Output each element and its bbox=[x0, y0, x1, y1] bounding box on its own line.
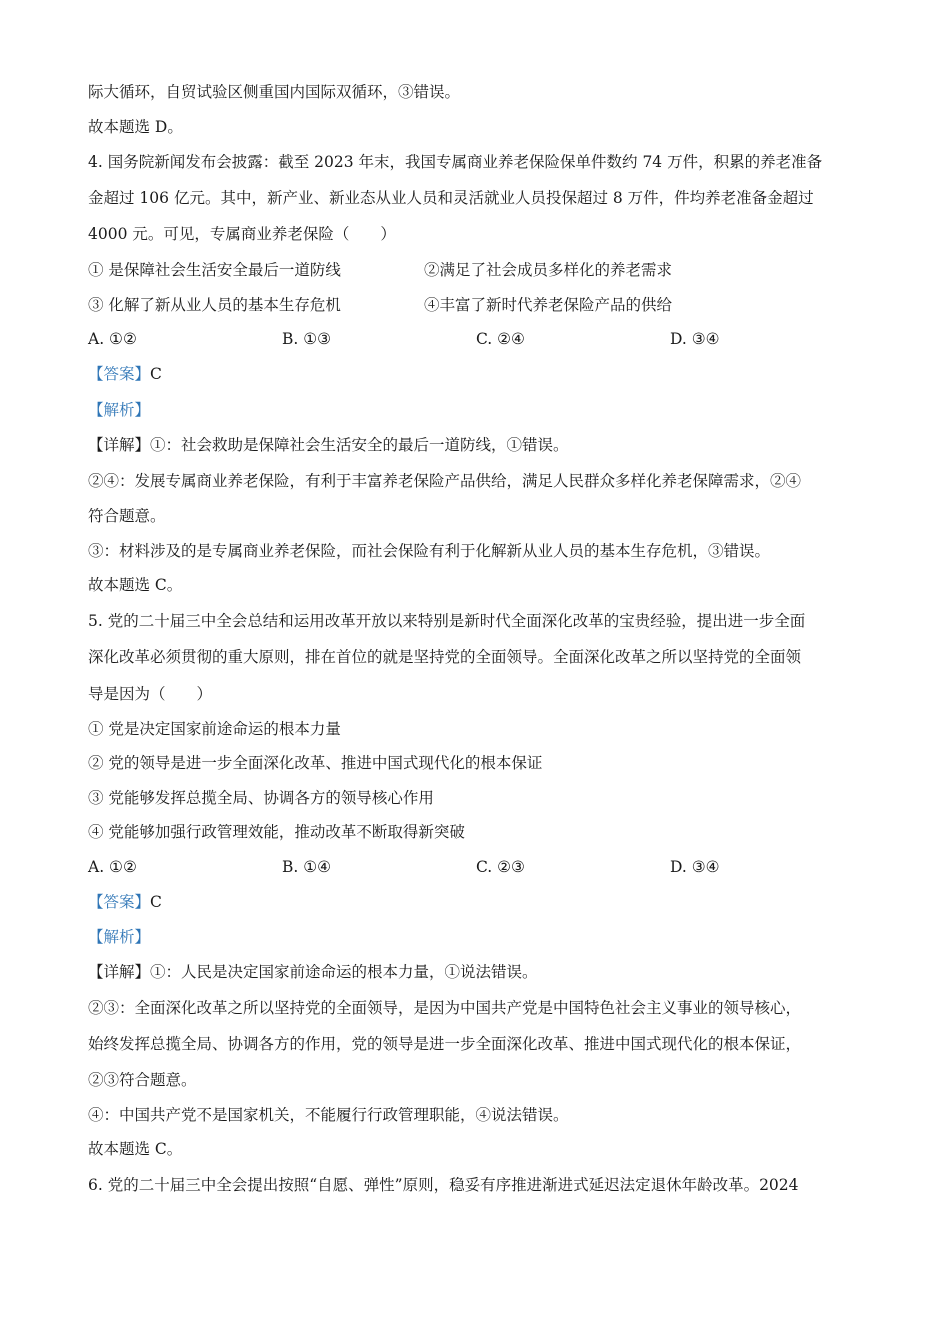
question-5-stem: 深化改革必须贯彻的重大原则，排在首位的就是坚持党的全面领导。全面深化改革之所以坚持党的全面领 bbox=[88, 648, 802, 666]
answer-label: 【答案】 bbox=[88, 365, 151, 383]
statement-1: ① 是保障社会生活安全最后一道防线 bbox=[88, 261, 341, 279]
text-line: 始终发挥总揽全局、协调各方的作用，党的领导是进一步全面深化改革、推进中国式现代化的根本保证， bbox=[88, 1035, 802, 1053]
option-c: C. ②④ bbox=[476, 330, 525, 348]
detail-text: ①：社会救助是保障社会生活安全的最后一道防线，①错误。 bbox=[150, 436, 569, 454]
text-line: 故本题选 C。 bbox=[88, 576, 183, 594]
analysis-label: 【解析】 bbox=[88, 928, 151, 946]
statement-3: ③ 化解了新从业人员的基本生存危机 bbox=[88, 296, 341, 314]
text-line: ②④：发展专属商业养老保险，有利于丰富养老保险产品供给，满足人民群众多样化养老保障需求，②④ bbox=[88, 472, 802, 490]
text-line: 故本题选 D。 bbox=[88, 118, 183, 136]
statement-1: ① 党是决定国家前途命运的根本力量 bbox=[88, 720, 341, 738]
question-6-stem: 6. 党的二十届三中全会提出按照“自愿、弹性”原则，稳妥有序推进渐进式延迟法定退休年龄改革。2024 bbox=[88, 1176, 799, 1194]
detail-text: ①：人民是决定国家前途命运的根本力量，①说法错误。 bbox=[150, 963, 538, 981]
detail-line bbox=[88, 434, 868, 456]
option-a: A. ①② bbox=[88, 858, 137, 876]
question-4-stem: 金超过 106 亿元。其中，新产业、新业态从业人员和灵活就业人员投保超过 8 万件，件均养老准备金超过 bbox=[88, 189, 814, 207]
statement-2: ②满足了社会成员多样化的养老需求 bbox=[424, 261, 673, 279]
answer-line bbox=[88, 363, 868, 385]
question-4-stem: 4000 元。可见，专属商业养老保险（ ） bbox=[88, 225, 396, 243]
text-line: 故本题选 C。 bbox=[88, 1140, 183, 1158]
statement-2: ② 党的领导是进一步全面深化改革、推进中国式现代化的根本保证 bbox=[88, 754, 543, 772]
option-d: D. ③④ bbox=[670, 330, 720, 348]
answer-line bbox=[88, 891, 868, 913]
option-c: C. ②③ bbox=[476, 858, 525, 876]
statement-4: ④丰富了新时代养老保险产品的供给 bbox=[424, 296, 673, 314]
text-line: ②③符合题意。 bbox=[88, 1071, 197, 1089]
question-5-stem: 导是因为（ ） bbox=[88, 685, 213, 703]
answer-value: C bbox=[150, 365, 162, 383]
detail-label: 【详解】 bbox=[88, 963, 151, 981]
option-d: D. ③④ bbox=[670, 858, 720, 876]
analysis-label: 【解析】 bbox=[88, 401, 151, 419]
text-line: ③：材料涉及的是专属商业养老保险，而社会保险有利于化解新从业人员的基本生存危机，③错误。 bbox=[88, 542, 771, 560]
statement-4: ④ 党能够加强行政管理效能，推动改革不断取得新突破 bbox=[88, 823, 465, 841]
text-line: ④：中国共产党不是国家机关，不能履行行政管理职能，④说法错误。 bbox=[88, 1106, 569, 1124]
text-line: 际大循环，自贸试验区侧重国内国际双循环，③错误。 bbox=[88, 83, 461, 101]
statement-3: ③ 党能够发挥总揽全局、协调各方的领导核心作用 bbox=[88, 789, 434, 807]
answer-label: 【答案】 bbox=[88, 893, 151, 911]
question-5-stem: 5. 党的二十届三中全会总结和运用改革开放以来特别是新时代全面深化改革的宝贵经验，提出进一步全面 bbox=[88, 612, 806, 630]
detail-line bbox=[88, 961, 868, 983]
option-a: A. ①② bbox=[88, 330, 137, 348]
question-4-stem: 4. 国务院新闻发布会披露：截至 2023 年末，我国专属商业养老保险保单件数约 74 万件，积累的养老准备 bbox=[88, 153, 823, 171]
option-b: B. ①④ bbox=[282, 858, 332, 876]
text-line: ②③：全面深化改革之所以坚持党的全面领导，是因为中国共产党是中国特色社会主义事业的领导核心， bbox=[88, 999, 802, 1017]
answer-value: C bbox=[150, 893, 162, 911]
option-b: B. ①③ bbox=[282, 330, 332, 348]
detail-label: 【详解】 bbox=[88, 436, 151, 454]
text-line: 符合题意。 bbox=[88, 507, 166, 525]
